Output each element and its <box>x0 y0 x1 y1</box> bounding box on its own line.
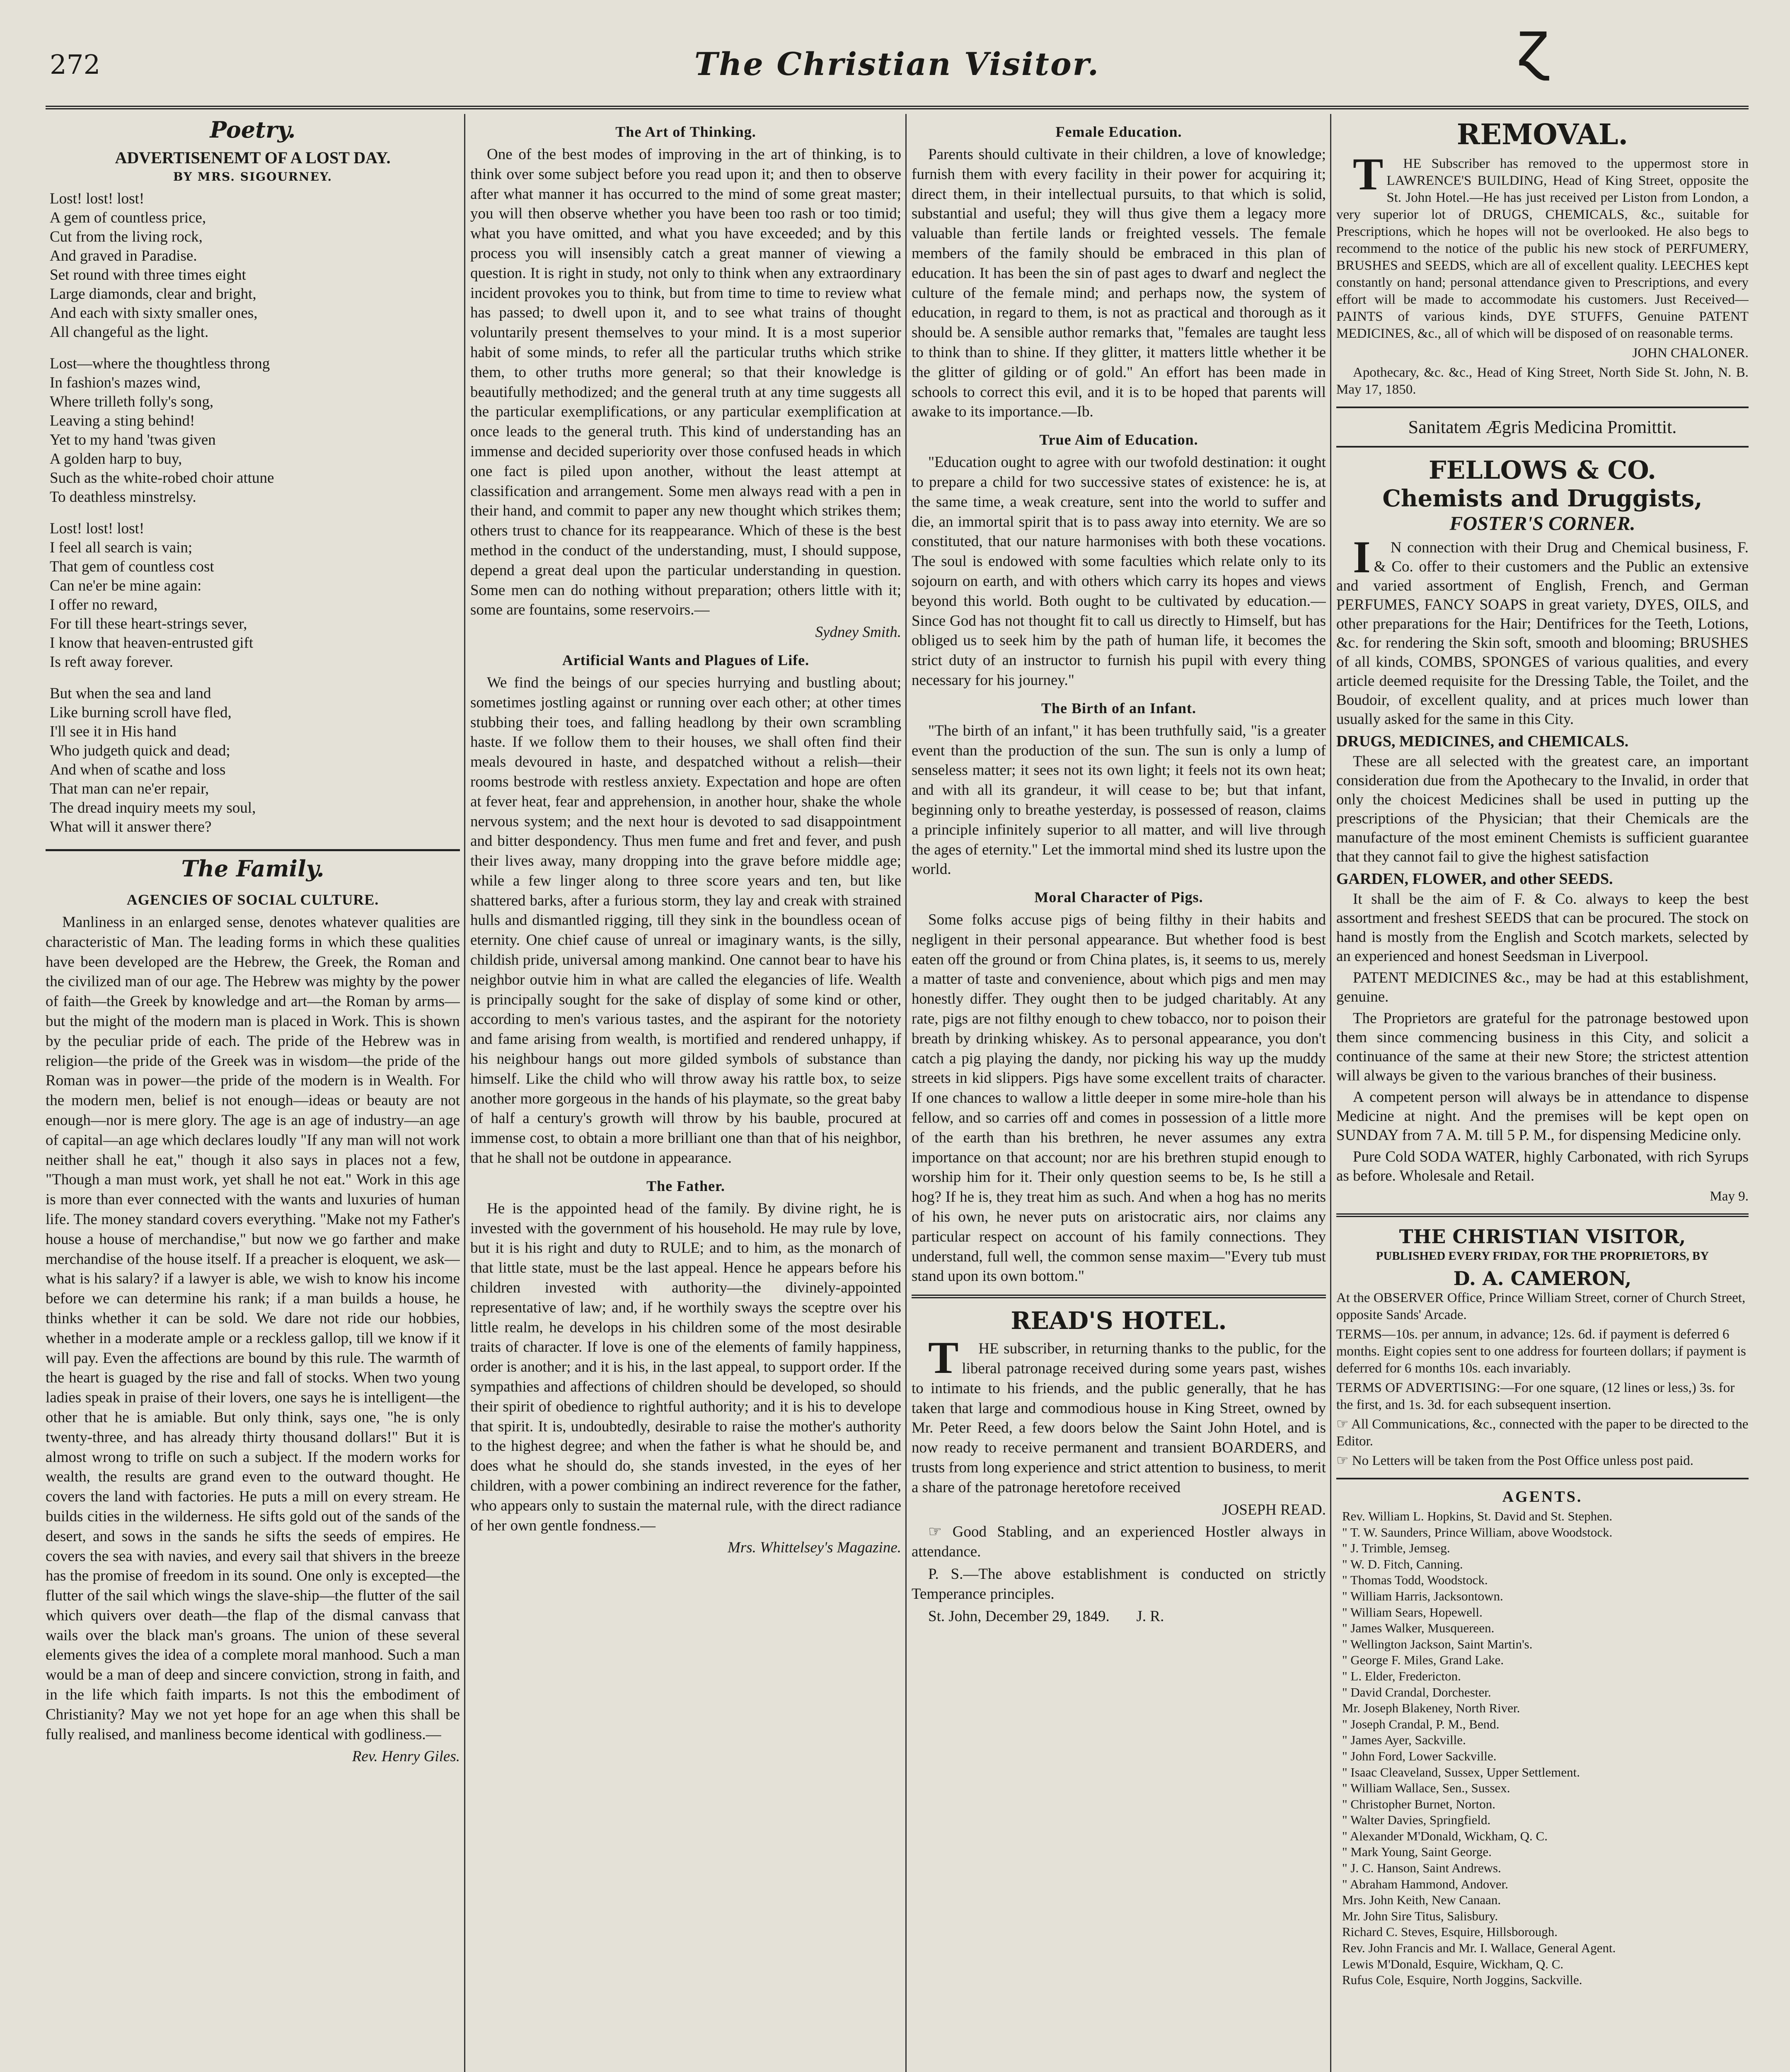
poem-line: Set round with three times eight <box>50 266 246 283</box>
agent-entry: " James Ayer, Sackville. <box>1342 1733 1466 1748</box>
letters-line: ☞ No Letters will be taken from the Post Office unless post paid. <box>1336 1453 1694 1468</box>
article-title: The Birth of an Infant. <box>1041 700 1197 716</box>
poem-line: To deathless minstrelsy. <box>50 489 196 506</box>
poem-stanza <box>50 354 460 507</box>
poem-line: Lost—where the thoughtless throng <box>50 355 270 372</box>
agent-entry: Lewis M'Donald, Esquire, Wickham, Q. C. <box>1342 1956 1564 1971</box>
article-title: AGENCIES OF SOCIAL CULTURE. <box>126 891 379 908</box>
article-title: Female Education. <box>1055 123 1182 140</box>
poem-line: For till these heart-strings sever, <box>50 615 247 632</box>
poem-line: Yet to my hand 'twas given <box>50 431 216 448</box>
ad-subheading: DRUGS, MEDICINES, and CHEMICALS. <box>1336 733 1629 750</box>
ad-title: READ'S HOTEL. <box>1011 1307 1227 1335</box>
poem-line: But when the sea and land <box>50 685 211 702</box>
article-body: He is the appointed head of the family. By divine right, he is invested with the government of his household. He may rule by love, but it is his right and duty to RULE; and to him, as the monarch of that little state, must be the last appeal. Hence he appears before his children invested with authority—the divinely-appointed representative of law; and, if he worthily sways the sceptre over his little realm, he develops in his children some of the most desirable traits of character. If love is one of the elements of family happiness, order is another; and it is his, in the last appeal, to support order. If the sympathies and affections of children should be developed, so should their spirit of obedience to rightful authority; and it is his to develope that spirit. It is, undoubtedly, desirable to raise the mother's authority to the highest degree; and when the father is what he should be, and does what he should do, she stands invested, in the eyes of her children, with a power combining an indirect reverence for the father, who appears only to sustain the maternal rule, with the direct radiance of her own gentle fondness.— <box>470 1200 901 1534</box>
newspaper-title: The Christian Visitor. <box>694 46 1100 82</box>
article-body: "The birth of an infant," it has been truthfully said, "is a greater event than the production of the sun. The sun is only a lump of senseless matter; it sees not its own light; it feels not its own heat; and with all its grandeur, it will cease to be; but that infant, beginning only to breathe yesterday, is possessed of reason, claims a principle infinitely superior to all matter, and will live through the ages of eternity." Let the immortal mind shed its lustre upon the world. <box>912 722 1326 878</box>
agent-entry: " William Sears, Hopewell. <box>1342 1605 1483 1619</box>
agent-entry: " L. Elder, Fredericton. <box>1342 1668 1461 1683</box>
column-2 <box>470 114 901 2072</box>
agent-entry: " William Harris, Jacksontown. <box>1342 1588 1503 1603</box>
poem-stanza <box>50 684 460 837</box>
article-body: "Education ought to agree with our twofold destination: it ought to prepare a child for two successive states of existence: he is, at the same time, a weak creature, sent into the world to suffer and die, an immortal spirit that is to pass away into eternity. We are so constituted, that our nature harmonises with both these vocations. The soul is endowed with some faculties which relate only to its sojourn on earth, and with others which carry its hopes and views beyond this world. Both ought to be cultivated by education.—Since God has not thought fit to call us directly to Himself, but has obliged us to seek him by the path of human life, it becomes the strict duty of an instructor to furnish his pupil with every thing necessary for his journey." <box>912 454 1326 689</box>
article-body: We find the beings of our species hurrying and bustling about; sometimes jostling against or running over each other; at other times stubbing their toes, and falling headlong by their own scrambling haste. If we follow them to their houses, we shall often find their meals devoured in haste, and despatched without a relish—their rooms bestrode with restless anxiety. Expectation and hope are often at fever heat, fear and apprehension, in another hour, shake the whole nervous system; and the next hour is devoted to sad disappointment and bitter despondency. Thus men fume and fret and fever, and push their lives away, many dropping into the grave before middle age; while a few linger along to three score years and ten, but like shattered barks, after a furious storm, they lay and creak with strained hulls and dismantled rigging, till they sink in the boundless ocean of eternity. One chief cause of unreal or imaginary wants, is the silly, childish pride, universal among mankind. One cannot bear to have his neighbor outvie him in what are called the elegancies of life. Wealth is principally sought for the sake of display of some kind or other, according to men's various tastes, and the aspirant for the notoriety and fame arising from wealth, is mortified and rendered unhappy, if his neighbour hangs out more gilded symbols of substance than himself. Like the child who will throw away his rattle box, to seize another more gorgeous in the hands of his playmate, so the great baby of half a century's growth will throw by his bauble, procured at immense cost, to obtain a more brilliant one than that of his neighbor, that he shall not be outdone in appearance. <box>470 674 901 1167</box>
agent-entry: " T. W. Saunders, Prince William, above Woodstock. <box>1342 1525 1613 1539</box>
agent-entry: Mrs. John Keith, New Canaan. <box>1342 1893 1501 1907</box>
ad-note: ☞ Good Stabling, and an experienced Hostler always in attendance. <box>912 1523 1326 1561</box>
poem-line: That man can ne'er repair, <box>50 780 209 797</box>
ad-dateline <box>912 1607 1326 1627</box>
ad-body: PATENT MEDICINES &c., may be had at this establishment, genuine. <box>1336 969 1749 1005</box>
poem-stanza <box>50 519 460 672</box>
poem-line: Large diamonds, clear and bright, <box>50 286 256 303</box>
firm-name: FELLOWS & CO. <box>1428 456 1657 485</box>
poem-line: Lost! lost! lost! <box>50 520 145 537</box>
publisher-name: D. A. CAMERON, <box>1453 1267 1632 1290</box>
agent-entry: Rev. John Francis and Mr. I. Wallace, General Agent. <box>1342 1941 1616 1956</box>
ad-body: THE subscriber, in returning thanks to the public, for the liberal patronage received during some years past, wishes to intimate to his friends, and the public generally, that he has taken that large and commodious house in King Street, owned by Mr. Peter Reed, a few doors below the Saint John Hotel, and is now ready to receive permanent and transient BOARDERS, and trusts from long experience and strict attention to business, to merit a share of the patronage heretofore received <box>912 1332 1326 1496</box>
paper-title: THE CHRISTIAN VISITOR, <box>1399 1225 1686 1248</box>
agent-entry: " Wellington Jackson, Saint Martin's. <box>1342 1636 1533 1651</box>
agent-entry: Rev. William L. Hopkins, St. David and St. Stephen. <box>1342 1509 1613 1523</box>
advertising-line: TERMS OF ADVERTISING:—For one square, (12 lines or less,) 3s. for the first, and 1s. 3d. for each subsequent insertion. <box>1336 1380 1735 1412</box>
ad-body: A competent person will always be in attendance to dispense Medicine at night. And the premises will be kept open on SUNDAY from 7 A. M. till 5 P. M., for dispensing Medicine only. <box>1336 1089 1749 1144</box>
poem-stanza <box>50 189 460 342</box>
article-title: True Aim of Education. <box>1039 431 1198 448</box>
section-poetry: Poetry. <box>210 116 296 143</box>
agents-list <box>1336 1508 1749 1988</box>
agent-entry: " Mark Young, Saint George. <box>1342 1844 1492 1859</box>
agent-entry: " David Crandal, Dorchester. <box>1342 1685 1491 1699</box>
article-signature: Rev. Henry Giles. <box>352 1748 460 1765</box>
poem-line: A gem of countless price, <box>50 209 206 226</box>
firm-location: FOSTER'S CORNER. <box>1449 513 1635 535</box>
agent-entry: Richard C. Steves, Esquire, Hillsborough. <box>1342 1924 1558 1939</box>
handwritten-mark-icon: ɀ <box>1517 8 1549 80</box>
ad-body: These are all selected with the greatest care, an important consideration due from the Apothecary to the Invalid, in order that only the choicest Medicines shall be used in putting up the prescriptions of the Physician; that their Chemicals are the manufacture of the most eminent Chemists is sufficient guarantee that they cannot fail to give the highest satisfaction <box>1336 753 1749 865</box>
agent-entry: " William Wallace, Sen., Sussex. <box>1342 1781 1510 1796</box>
terms-line: TERMS—10s. per annum, in advance; 12s. 6d. if payment is deferred 6 months. Eight copies sent to one address for fourteen dollars; if payment is deferred for 6 months 10s. each invariably. <box>1336 1327 1746 1376</box>
agent-entry: " Thomas Todd, Woodstock. <box>1342 1573 1488 1588</box>
column-3 <box>912 114 1326 2072</box>
agent-entry: " Walter Davies, Springfield. <box>1342 1813 1491 1828</box>
ad-date: St. John, December 29, 1849. <box>928 1607 1110 1625</box>
poem-line: I feel all search is vain; <box>50 539 193 556</box>
poem-line: Cut from the living rock, <box>50 228 203 245</box>
poem-line: Where trilleth folly's song, <box>50 393 214 410</box>
agent-entry: " James Walker, Musquereen. <box>1342 1621 1495 1636</box>
masthead <box>46 8 1749 109</box>
agent-entry: " George F. Miles, Grand Lake. <box>1342 1653 1504 1668</box>
poem-line: Who judgeth quick and dead; <box>50 742 230 759</box>
poem-line: And each with sixty smaller ones, <box>50 305 258 322</box>
agent-entry: " Alexander M'Donald, Wickham, Q. C. <box>1342 1828 1548 1843</box>
ad-body: IN connection with their Drug and Chemical business, F. & Co. offer to their customers and the Public an extensive and varied assortment of English, French, and German PERFUMES, FANCY SOAPS in great variety, DYES, OILS, and other preparations for the Hair; Dentifrices for the Teeth, Lotions, &c. for rendering the Skin soft, smooth and blooming; BRUSHES of all kinds, COMBS, SPONGES of various qualities, and every article deemed requisite for the Dressing Table, the Toilet, and the Boudoir, of excellent quality, and at prices much lower than usually asked for the same in this City. <box>1336 532 1749 728</box>
ad-body: Pure Cold SODA WATER, highly Carbonated, with rich Syrups as before. Wholesale and Retail. <box>1336 1148 1749 1184</box>
section-family: The Family. <box>46 849 460 882</box>
article-title: Artificial Wants and Plagues of Life. <box>562 651 810 668</box>
ad-note: P. S.—The above establishment is conducted on strictly Temperance principles. <box>912 1566 1326 1602</box>
agent-entry: " J. C. Hanson, Saint Andrews. <box>1342 1861 1501 1876</box>
divider <box>1336 446 1749 448</box>
ad-date: May 9. <box>1710 1189 1749 1204</box>
ad-signature: JOSEPH READ. <box>1222 1501 1326 1518</box>
poem-line: I know that heaven-entrusted gift <box>50 634 254 651</box>
divider <box>1336 1213 1749 1217</box>
poem-line: All changeful as the light. <box>50 324 209 341</box>
divider <box>912 1295 1326 1298</box>
article-body: Some folks accuse pigs of being filthy in their habits and negligent in their personal appearance. But whether food is best eaten off the ground or from China plates, is, it seems to us, merely a matter of taste and convenience, about which pigs and men may honestly differ. They ought then to be judged charitably. At any rate, pigs are not filthy enough to chew tobacco, nor to poison their breath by drinking whiskey. As to personal appearance, you don't catch a pig playing the dandy, nor picking his way up the muddy streets in kid slippers. Pigs have some excellent traits of character. If one chances to wallow a little deeper in some mire-hole than his fellow, and so carries off and comes in possession of a little more of the earth than his brethren, he never assumes any extra importance on that account; nor are his brethren stupid enough to worship him for it. Their only question seems to be, Is he still a hog? If he is, they treat him as such. And when a hog has no merits of his own, he never puts on aristocratic airs, nor claims any particular respect on account of his family connections. They understand, full well, the common sense maxim—"Every tub must stand upon its own bottom." <box>912 911 1326 1285</box>
poem-line: Like burning scroll have fled, <box>50 704 232 721</box>
poem-body <box>46 189 460 837</box>
ad-subheading: GARDEN, FLOWER, and other SEEDS. <box>1336 870 1613 888</box>
communications-line: ☞ All Communications, &c., connected with the paper to be directed to the Editor. <box>1336 1417 1749 1449</box>
agent-entry: Mr. Joseph Blakeney, North River. <box>1342 1701 1520 1716</box>
article-body: Manliness in an enlarged sense, denotes whatever qualities are characteristic of Man. The leading forms in which these qualities have been developed are the Hebrew, the Greek, the Roman and the civilized man of our age. The Hebrew was mighty by the power of faith—the Greek by knowledge and art—the Roman by arms—but the might of the modern man is placed in Work. This is shown by the peculiar pride of each. The pride of the Hebrew was in religion—the pride of the Greek was in wisdom—the pride of the Roman was in power—the pride of the modern is in Wealth. For the modern men, belief is not enough—ideas or beauty are not enough—nor is mere glory. The age is an age of industry—an age of capital—an age which declares loudly "If any man will not work neither shall he eat," though it also says in places not a few, "Though a man must work, yet shall he not eat." Work in this age is more than ever connected with the wants and luxuries of human life. The money standard covers everything. "Make not my Father's house a house of merchandise," but now we go farther and make merchandise of the house itself. If a preacher is eloquent, we ask—what is his salary? if a lawyer is able, we wish to know his income before we can determine his rank; if a man builds a house, he thinks whether it can be sold. We dare not ride our hobbies, whether in a moderate ample or a reckless gallop, till we know if it will pay. Even the affections are bound by this rule. The warmth of the heart is guaged by the rise and fall of stocks. When two young ladies speak in praise of their lovers, one says he is intelligent—the other that he is amiable. But only think, says one, "he is only twenty-three, and has already thirty thousand dollars!" But it is almost wrong to trifle on such a subject. If the modern works for wealth, the results are grand even to the outward thought. He covers the land with factories. He puts a mill on every stream. He builds cities in the wilderness. He sifts gold out of the sands of the desert, and sows in the sands he sifts the seeds of empires. He covers the sea with navies, and every sail that shivers in the breeze has the promise of freedom in its sound. One only is excepted—the flutter of the sail which wings the slave-ship—the flutter of the sail which quivers over death—the flap of the dismal canvass that wails over the black man's groans. The union of these several elements gives the idea of a complete moral manhood. Such a man would be a man of deep and sincere conviction, strong in faith, and in the life which faith imparts. Is not this the embodiment of Christianity? May we not yet hope for an age when this shall be fully realised, and manliness become identical with godliness.— <box>46 914 460 1743</box>
poem-line: Is reft away forever. <box>50 654 173 670</box>
column-4 <box>1336 114 1749 2072</box>
divider <box>1336 407 1749 408</box>
poem-line: That gem of countless cost <box>50 558 214 575</box>
ad-footer: Apothecary, &c. &c., Head of King Street, North Side St. John, N. B. May 17, 1850. <box>1336 365 1749 397</box>
newspaper-page <box>46 8 1749 2072</box>
ad-title: REMOVAL. <box>1456 118 1628 151</box>
poem-line: The dread inquiry meets my soul, <box>50 799 256 816</box>
agent-entry: " Joseph Crandal, P. M., Bend. <box>1342 1716 1500 1731</box>
ad-signature: JOHN CHALONER. <box>1632 346 1749 361</box>
article-title: The Father. <box>646 1177 725 1194</box>
agent-entry: " J. Trimble, Jemseg. <box>1342 1541 1450 1556</box>
poem-author: BY MRS. SIGOURNEY. <box>173 170 333 184</box>
agent-entry: " Christopher Burnet, Norton. <box>1342 1796 1495 1811</box>
ad-body: The Proprietors are grateful for the patronage bestowed upon them since commencing business in this City, and solicit a continuance of the same at their new Store; the strictest attention will always be given to the various branches of their business. <box>1336 1010 1749 1084</box>
poem-line: Can ne'er be mine again: <box>50 577 202 594</box>
poem-line: And when of scathe and loss <box>50 761 226 778</box>
divider <box>1336 1478 1749 1479</box>
poem-line: In fashion's mazes wind, <box>50 374 201 391</box>
poem-line: Such as the white-robed choir attune <box>50 470 274 487</box>
poem-title: ADVERTISENEMT OF A LOST DAY. <box>115 148 391 167</box>
article-title: Moral Character of Pigs. <box>1034 889 1203 906</box>
ad-body: It shall be the aim of F. & Co. always to keep the best assortment and freshest SEEDS that can be procured. The stock on hand is mostly from the English and Scotch markets, selected by an experienced and honest Seedsman in Liverpool. <box>1336 891 1749 965</box>
columns <box>46 114 1749 2072</box>
poem-line: Leaving a sting behind! <box>50 412 195 429</box>
agent-entry: " Abraham Hammond, Andover. <box>1342 1876 1508 1891</box>
poem-line: I offer no reward, <box>50 596 158 613</box>
article-signature: Mrs. Whittelsey's Magazine. <box>728 1539 901 1556</box>
motto: Sanitatem Ægris Medicina Promittit. <box>1408 417 1677 437</box>
ad-initials: J. R. <box>1136 1607 1164 1625</box>
page-number: 272 <box>50 50 101 80</box>
agent-entry: " W. D. Fitch, Canning. <box>1342 1556 1463 1571</box>
agent-entry: " John Ford, Lower Sackville. <box>1342 1748 1497 1763</box>
article-body: One of the best modes of improving in the art of thinking, is to think over some subject before you read upon it; and then to observe after what manner it has occurred to the mind of some great master; you will then observe whether you have been too rash or too timid; what you have omitted, and what you have exceeded; and by this process you will insensibly catch a great manner of viewing a question. It is right in study, not only to think when any extraordinary incident provokes you to think, but from time to time to review what has passed; to dwell upon it, and to see what trains of thought voluntarily present themselves to your mind. It is a most superior habit of some minds, to refer all the particular truths which strike them, to other truths more general; so that their knowledge is beautifully methodized; and the general truth at any time suggests all the particular exemplifications, or any particular exemplification at once leads to the general truth. This kind of understanding has an immense and decided superiority over those confused heads in which one fact is piled upon another, without the least attempt at classification and arrangement. Some men always read with a pen in their hand, and commit to paper any new thought which strikes them; others trust to chance for its reappearance. Which of these is the best method in the conduct of the understanding, must, I should suppose, depend a great deal upon the particular understanding in question. Some men can do nothing without preparation; others little with it; some are fountains, some reservoirs.— <box>470 146 901 619</box>
agent-entry: " Isaac Cleaveland, Sussex, Upper Settlement. <box>1342 1765 1580 1779</box>
agent-entry: Rufus Cole, Esquire, North Joggins, Sackville. <box>1342 1973 1582 1987</box>
agent-entry: Mr. John Sire Titus, Salisbury. <box>1342 1908 1498 1923</box>
office-line: At the OBSERVER Office, Prince William Street, corner of Church Street, opposite Sands' Arcade. <box>1336 1290 1746 1322</box>
published-line: PUBLISHED EVERY FRIDAY, FOR THE PROPRIETORS, BY <box>1376 1249 1709 1263</box>
poem-line: Lost! lost! lost! <box>50 190 145 207</box>
article-title: The Art of Thinking. <box>615 123 756 140</box>
agents-title: AGENTS. <box>1502 1488 1583 1506</box>
column-1 <box>46 114 460 2072</box>
ad-body: THE Subscriber has removed to the uppermost store in LAWRENCE'S BUILDING, Head of King Street, opposite the St. John Hotel.—He has just received per Liston from London, a very superior lot of DRUGS, CHEMICALS, &c., suitable for Prescriptions, which he hopes will not be overlooked. He also begs to recommend to the notice of the public his new stock of PERFUMERY, BRUSHES and SEEDS, which are all of excellent quality. LEECHES kept constantly on hand; personal attendance given to Prescriptions, and every effort will be made to accommodate his customers. Just Received—PAINTS of various kinds, DYE STUFFS, Genuine PATENT MEDICINES, &c., all of which will be disposed of on reasonable terms. <box>1336 149 1749 341</box>
poem-line: I'll see it in His hand <box>50 723 177 740</box>
poem-line: A golden harp to buy, <box>50 450 182 467</box>
poem-line: And graved in Paradise. <box>50 247 197 264</box>
article-body: Parents should cultivate in their children, a love of knowledge; furnish them with every facility in their power for acquiring it; direct them, in their intellectual pursuits, to that which is solid, substantial and useful; they will thus give them a legacy more valuable than fertile lands or freighted vessels. The female members of the family should be embraced in this plan of education. It has been the sin of past ages to dwarf and neglect the culture of the female mind; and perhaps now, the system of education, in regard to them, is not as practical and thorough as it should be. A sensible author remarks that, "females are taught less to think than to shine. If they glitter, it matters little whether it be the glitter of gilding or of gold." An effort has been made in schools to correct this evil, and it is to be hoped that parents will awake to its importance.—Ib. <box>912 146 1326 421</box>
firm-trade: Chemists and Druggists, <box>1382 485 1703 512</box>
poem-line: What will it answer there? <box>50 818 212 835</box>
article-signature: Sydney Smith. <box>815 624 901 641</box>
